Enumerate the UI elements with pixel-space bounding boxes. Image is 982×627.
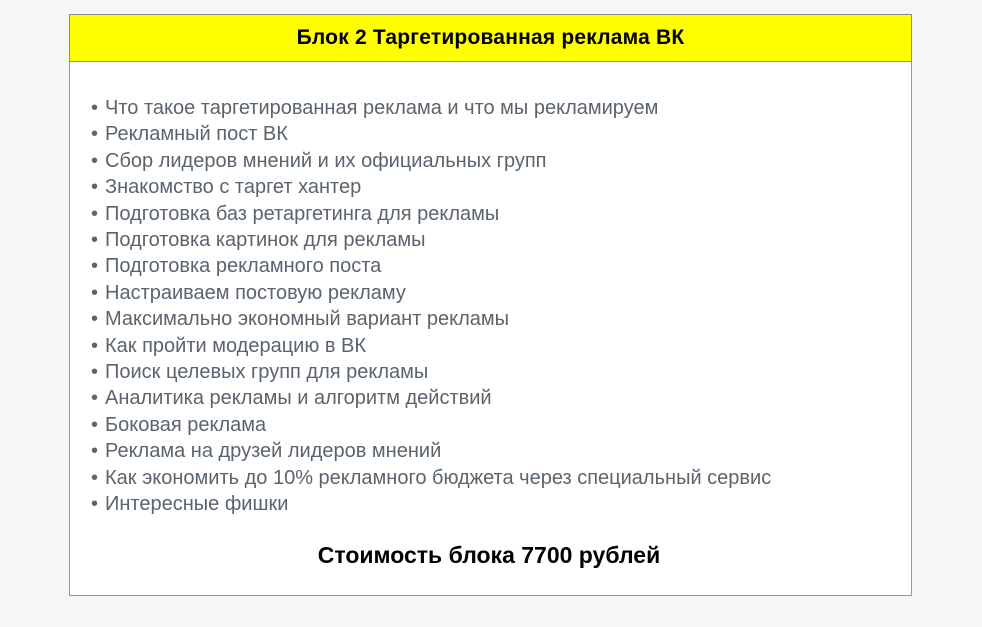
topic-label: Как экономить до 10% рекламного бюджета через специальный сервис [105, 466, 772, 489]
topic-item [91, 253, 887, 279]
topic-label: Аналитика рекламы и алгоритм действий [105, 387, 492, 410]
bullet-icon: • [91, 176, 99, 199]
topic-item [91, 385, 887, 411]
topic-label: Интересные фишки [105, 493, 289, 516]
topic-item [91, 174, 887, 200]
topic-item [91, 95, 887, 121]
topic-label: Подготовка рекламного поста [105, 255, 382, 278]
bullet-icon: • [91, 361, 99, 384]
block-header [69, 14, 912, 62]
topic-label: Знакомство с таргет хантер [105, 176, 362, 199]
topic-label: Подготовка картинок для рекламы [105, 229, 426, 252]
topic-label: Сбор лидеров мнений и их официальных групп [105, 149, 547, 172]
block-body [69, 62, 912, 596]
topic-item [91, 201, 887, 227]
topic-item [91, 333, 887, 359]
bullet-icon: • [91, 334, 99, 357]
bullet-icon: • [91, 229, 99, 252]
bullet-icon: • [91, 123, 99, 146]
topic-label: Что такое таргетированная реклама и что мы рекламируем [105, 97, 659, 119]
topic-label: Подготовка баз ретаргетинга для рекламы [105, 202, 500, 225]
topic-label: Боковая реклама [105, 413, 267, 436]
course-block-panel [69, 14, 912, 596]
bullet-icon: • [91, 387, 99, 410]
topic-label: Максимально экономный вариант рекламы [105, 308, 510, 331]
topic-item [91, 148, 887, 174]
topic-list [91, 95, 887, 518]
bullet-icon: • [91, 97, 99, 119]
bullet-icon: • [91, 202, 99, 225]
topic-item [91, 465, 887, 491]
topic-item [91, 227, 887, 253]
bullet-icon: • [91, 493, 99, 516]
bullet-icon: • [91, 466, 99, 489]
topic-label: Реклама на друзей лидеров мнений [105, 440, 442, 463]
bullet-icon: • [91, 281, 99, 304]
topic-item [91, 121, 887, 147]
price-text: Стоимость блока 7700 рублей [317, 541, 661, 568]
topic-item [91, 280, 887, 306]
bullet-icon: • [91, 255, 99, 278]
bullet-icon: • [91, 413, 99, 436]
topic-label: Поиск целевых групп для рекламы [105, 361, 429, 384]
topic-label: Рекламный пост ВК [105, 123, 288, 146]
bullet-icon: • [91, 308, 99, 331]
bullet-icon: • [91, 440, 99, 463]
topic-label: Как пройти модерацию в ВК [105, 334, 367, 357]
topic-item [91, 412, 887, 438]
topic-item [91, 359, 887, 385]
topic-item [91, 438, 887, 464]
bullet-icon: • [91, 149, 99, 172]
block-title: Блок 2 Таргетированная реклама ВК [296, 26, 685, 49]
topic-item [91, 306, 887, 332]
topic-label: Настраиваем постовую рекламу [105, 281, 406, 304]
topic-item [91, 491, 887, 517]
